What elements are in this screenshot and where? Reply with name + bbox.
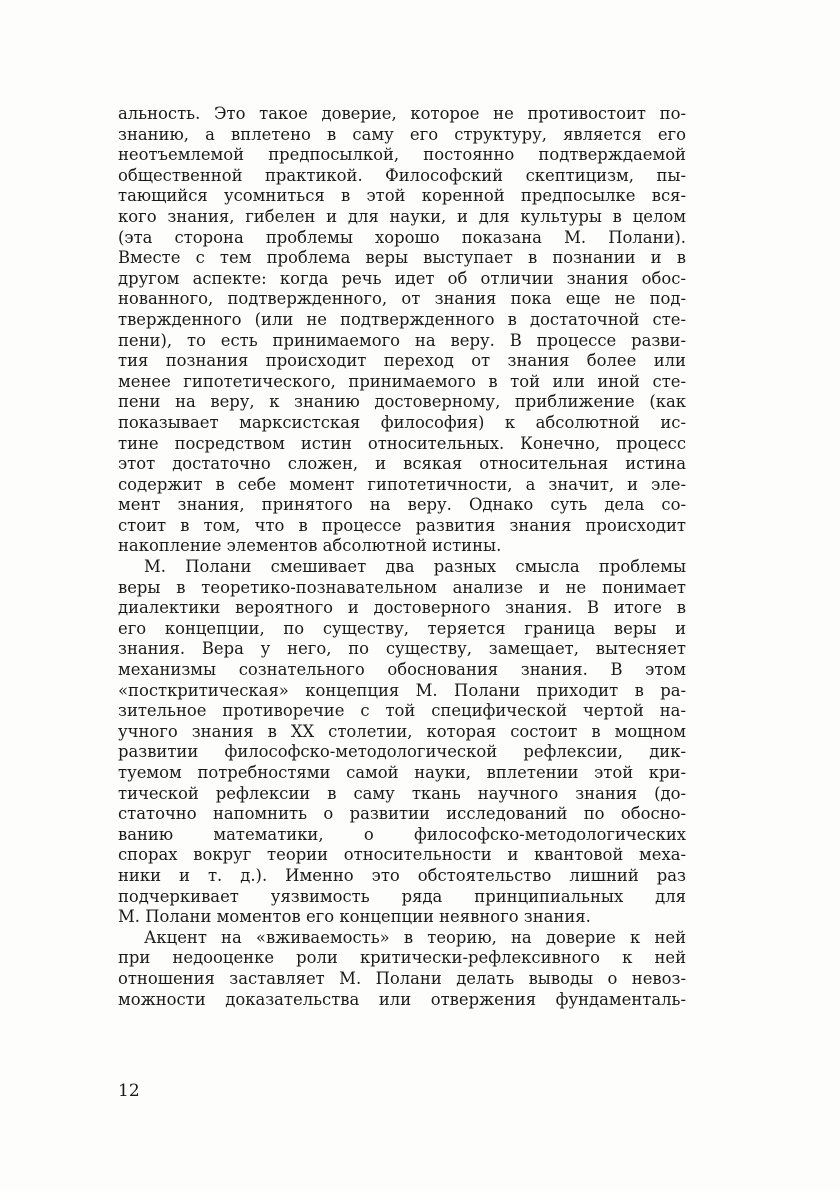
text-line: пени), то есть принимаемого на веру. В процессе разви-	[118, 330, 686, 350]
text-line: нованного, подтвержденного, от знания пока еще не под-	[118, 289, 686, 309]
text-line: этот достаточно сложен, и всякая относительная истина	[118, 454, 686, 474]
text-line: тине посредством истин относительных. Конечно, процесс	[118, 433, 686, 453]
text-line: Вместе с тем проблема веры выступает в познании и в	[118, 248, 686, 268]
text-line: альность. Это такое доверие, которое не противостоит по-	[118, 104, 686, 123]
text-line: знанию, а вплетено в саму его структуру, является его	[118, 124, 686, 144]
text-line: неотъемлемой предпосылкой, постоянно подтверждаемой	[118, 145, 686, 165]
text-line: при недооценке роли критически-рефлексивного к ней	[118, 948, 686, 968]
text-line: развитии философско-методологической рефлексии, дик-	[118, 742, 686, 762]
text-line: механизмы сознательного обоснования знания. В этом	[118, 660, 686, 680]
text-line: «посткритическая» концепция М. Полани приходит в ра-	[118, 680, 686, 700]
text-line: статочно напомнить о развитии исследований по обосно-	[118, 804, 686, 824]
text-line: другом аспекте: когда речь идет об отличии знания обос-	[118, 268, 686, 288]
text-line: стоит в том, что в процессе развития знания происходит	[118, 515, 686, 535]
text-line: накопление элементов абсолютной истины.	[118, 536, 502, 556]
text-line: отношения заставляет М. Полани делать выводы о невоз-	[118, 968, 686, 988]
text-line: тающийся усомниться в этой коренной предпосылке вся-	[118, 186, 686, 206]
text-line: менее гипотетического, принимаемого в той или иной сте-	[118, 371, 686, 391]
paragraph	[118, 557, 686, 928]
text-line: твержденного (или не подтвержденного в достаточной сте-	[118, 309, 686, 329]
text-line: веры в теоретико-познавательном анализе и не понимает	[118, 577, 686, 597]
text-line: пени на веру, к знанию достоверному, приближение (как	[118, 392, 686, 412]
text-line: его концепции, по существу, теряется граница веры и	[118, 618, 686, 638]
text-line: содержит в себе момент гипотетичности, а значит, и эле-	[118, 474, 686, 494]
text-line: ники и т. д.). Именно это обстоятельство лишний раз	[118, 865, 686, 885]
text-line: М. Полани моментов его концепции неявного знания.	[118, 907, 591, 927]
text-line: тической рефлексии в саму ткань научного знания (до-	[118, 783, 686, 803]
text-line: можности доказательства или отвержения фундаменталь-	[118, 989, 686, 1009]
paragraph	[118, 928, 686, 1010]
text-line: подчеркивает уязвимость ряда принципиальных для	[118, 886, 686, 906]
paragraph	[118, 104, 686, 557]
text-line: кого знания, гибелен и для науки, и для культуры в целом	[118, 206, 686, 226]
text-line: М. Полани смешивает два разных смысла проблемы	[144, 557, 686, 577]
text-line: учного знания в XX столетии, которая состоит в мощном	[118, 721, 686, 741]
text-line: показывает марксистская философия) к абсолютной ис-	[118, 412, 686, 432]
body-text	[118, 104, 686, 1010]
text-line: диалектики вероятного и достоверного знания. В итоге в	[118, 598, 686, 618]
text-line: ванию математики, о философско-методологических	[118, 824, 686, 844]
text-line: тия познания происходит переход от знания более или	[118, 351, 686, 371]
text-line: Акцент на «вживаемость» в теорию, на доверие к ней	[144, 927, 686, 947]
text-line: общественной практикой. Философский скептицизм, пы-	[118, 165, 686, 185]
text-line: (эта сторона проблемы хорошо показана М. Полани).	[118, 227, 686, 247]
text-line: спорах вокруг теории относительности и квантовой меха-	[118, 845, 686, 865]
text-line: зительное противоречие с той специфической чертой на-	[118, 701, 686, 721]
text-line: туемом потребностями самой науки, вплетении этой кри-	[118, 763, 686, 782]
text-line: знания. Вера у него, по существу, замещает, вытесняет	[118, 639, 686, 659]
page-number: 12	[118, 1081, 140, 1101]
text-line: мент знания, принятого на веру. Однако суть дела со-	[118, 495, 686, 515]
